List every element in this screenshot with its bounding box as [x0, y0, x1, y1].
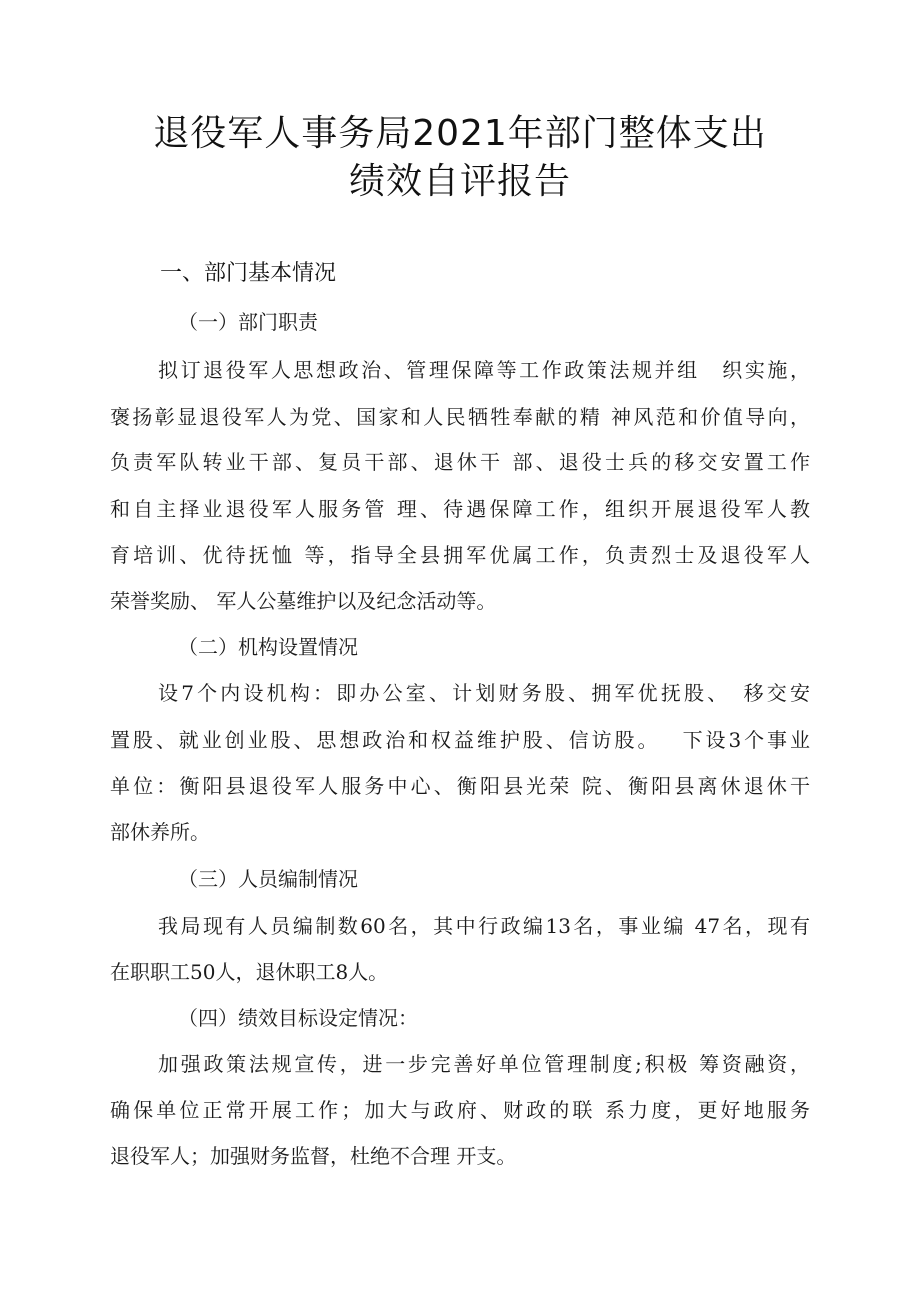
- paragraph-line: 和自主择业退役军人服务管 理、待遇保障工作，组织开展退役军人教: [110, 497, 810, 521]
- paragraph-line: 在职职工50人，退休职工8人。: [110, 960, 389, 984]
- paragraph-line: 单位：衡阳县退役军人服务中心、衡阳县光荣 院、衡阳县离休退休干: [110, 774, 810, 798]
- report-title-line-2: 绩效自评报告: [348, 161, 571, 202]
- paragraph-line: 褒扬彰显退役军人为党、国家和人民牺牲奉献的精 神风范和价值导向，: [110, 405, 810, 429]
- paragraph-line: 部休养所。: [110, 820, 210, 844]
- paragraph-line: 置股、就业创业股、思想政治和权益维护股、信访股。 下设3个事业: [110, 728, 810, 752]
- paragraph-line: 负责军队转业干部、复员干部、退休干 部、退役士兵的移交安置工作: [110, 450, 810, 474]
- report-title-line-1: 退役军人事务局2021年部门整体支出: [153, 113, 767, 154]
- paragraph-line: 加强政策法规宣传，进一步完善好单位管理制度;积极 筹资融资，: [158, 1052, 810, 1076]
- subheading-duties: （一）部门职责: [178, 310, 318, 334]
- subheading-staffing: （三）人员编制情况: [178, 867, 358, 891]
- paragraph-line: 设7个内设机构：即办公室、计划财务股、拥军优抚股、 移交安: [158, 681, 810, 705]
- paragraph-line: 育培训、优待抚恤 等，指导全县拥军优属工作，负责烈士及退役军人: [110, 543, 810, 567]
- paragraph-line: 我局现有人员编制数60名，其中行政编13名，事业编 47名，现有: [158, 914, 810, 938]
- paragraph-line: 退役军人；加强财务监督，杜绝不合理 开支。: [110, 1144, 517, 1168]
- section-heading-basic-info: 一、部门基本情况: [160, 261, 337, 286]
- subheading-performance-goals: （四）绩效目标设定情况：: [178, 1006, 418, 1030]
- subheading-organization: （二）机构设置情况: [178, 635, 358, 659]
- paragraph-line: 拟订退役军人思想政治、管理保障等工作政策法规并组 织实施，: [158, 358, 810, 382]
- paragraph-line: 确保单位正常开展工作；加大与政府、财政的联 系力度，更好地服务: [110, 1098, 810, 1122]
- paragraph-line: 荣誉奖励、 军人公墓维护以及纪念活动等。: [110, 589, 497, 613]
